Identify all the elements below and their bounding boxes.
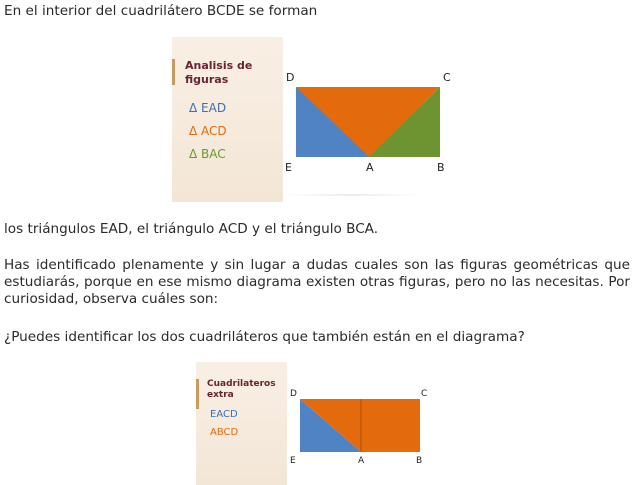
- vertex-c: C: [443, 71, 451, 84]
- vertex-a: A: [366, 161, 374, 174]
- vertex-b: B: [437, 161, 445, 174]
- intro-text: En el interior del cuadrilátero BCDE se forman: [4, 3, 318, 19]
- legend-item-abcd: ABCD: [210, 427, 239, 438]
- legend-item-eacd: EACD: [210, 409, 238, 420]
- legend-item-acd: Δ ACD: [189, 124, 227, 138]
- quadrilateral-diagram: [300, 399, 425, 457]
- vertex2-d: D: [290, 389, 297, 399]
- legend2-title-line1: Cuadrilateros: [207, 379, 276, 389]
- rectangle-diagram-right: [296, 87, 456, 227]
- vertex-e: E: [285, 161, 292, 174]
- vertex-d: D: [286, 71, 295, 84]
- legend-item-ead: Δ EAD: [189, 101, 227, 115]
- vertex2-c: C: [421, 389, 428, 399]
- question-text: ¿Puedes identificar los dos cuadriláteros que también están en el diagrama?: [4, 329, 525, 345]
- legend-item-bac: Δ BAC: [189, 147, 226, 161]
- vertex2-e: E: [290, 456, 296, 466]
- vertex2-a: A: [358, 456, 365, 466]
- legend-title-line1: Analisis de: [185, 59, 253, 72]
- explanation-paragraph: Has identificado plenamente y sin lugar a dudas cuales son las figuras geométricas que estudiarás, porque en ese mismo diagrama existen otras figuras, pero no las necesitas. Por curiosidad, observa cuáles son:: [4, 257, 630, 307]
- triangles-text: los triángulos EAD, el triángulo ACD y el triángulo BCA.: [4, 221, 379, 237]
- panel-accent-bar-2: [196, 379, 199, 409]
- legend-title-line2: figuras: [185, 73, 229, 86]
- legend2-title-line2: extra: [207, 390, 234, 400]
- vertex2-b: B: [416, 456, 423, 466]
